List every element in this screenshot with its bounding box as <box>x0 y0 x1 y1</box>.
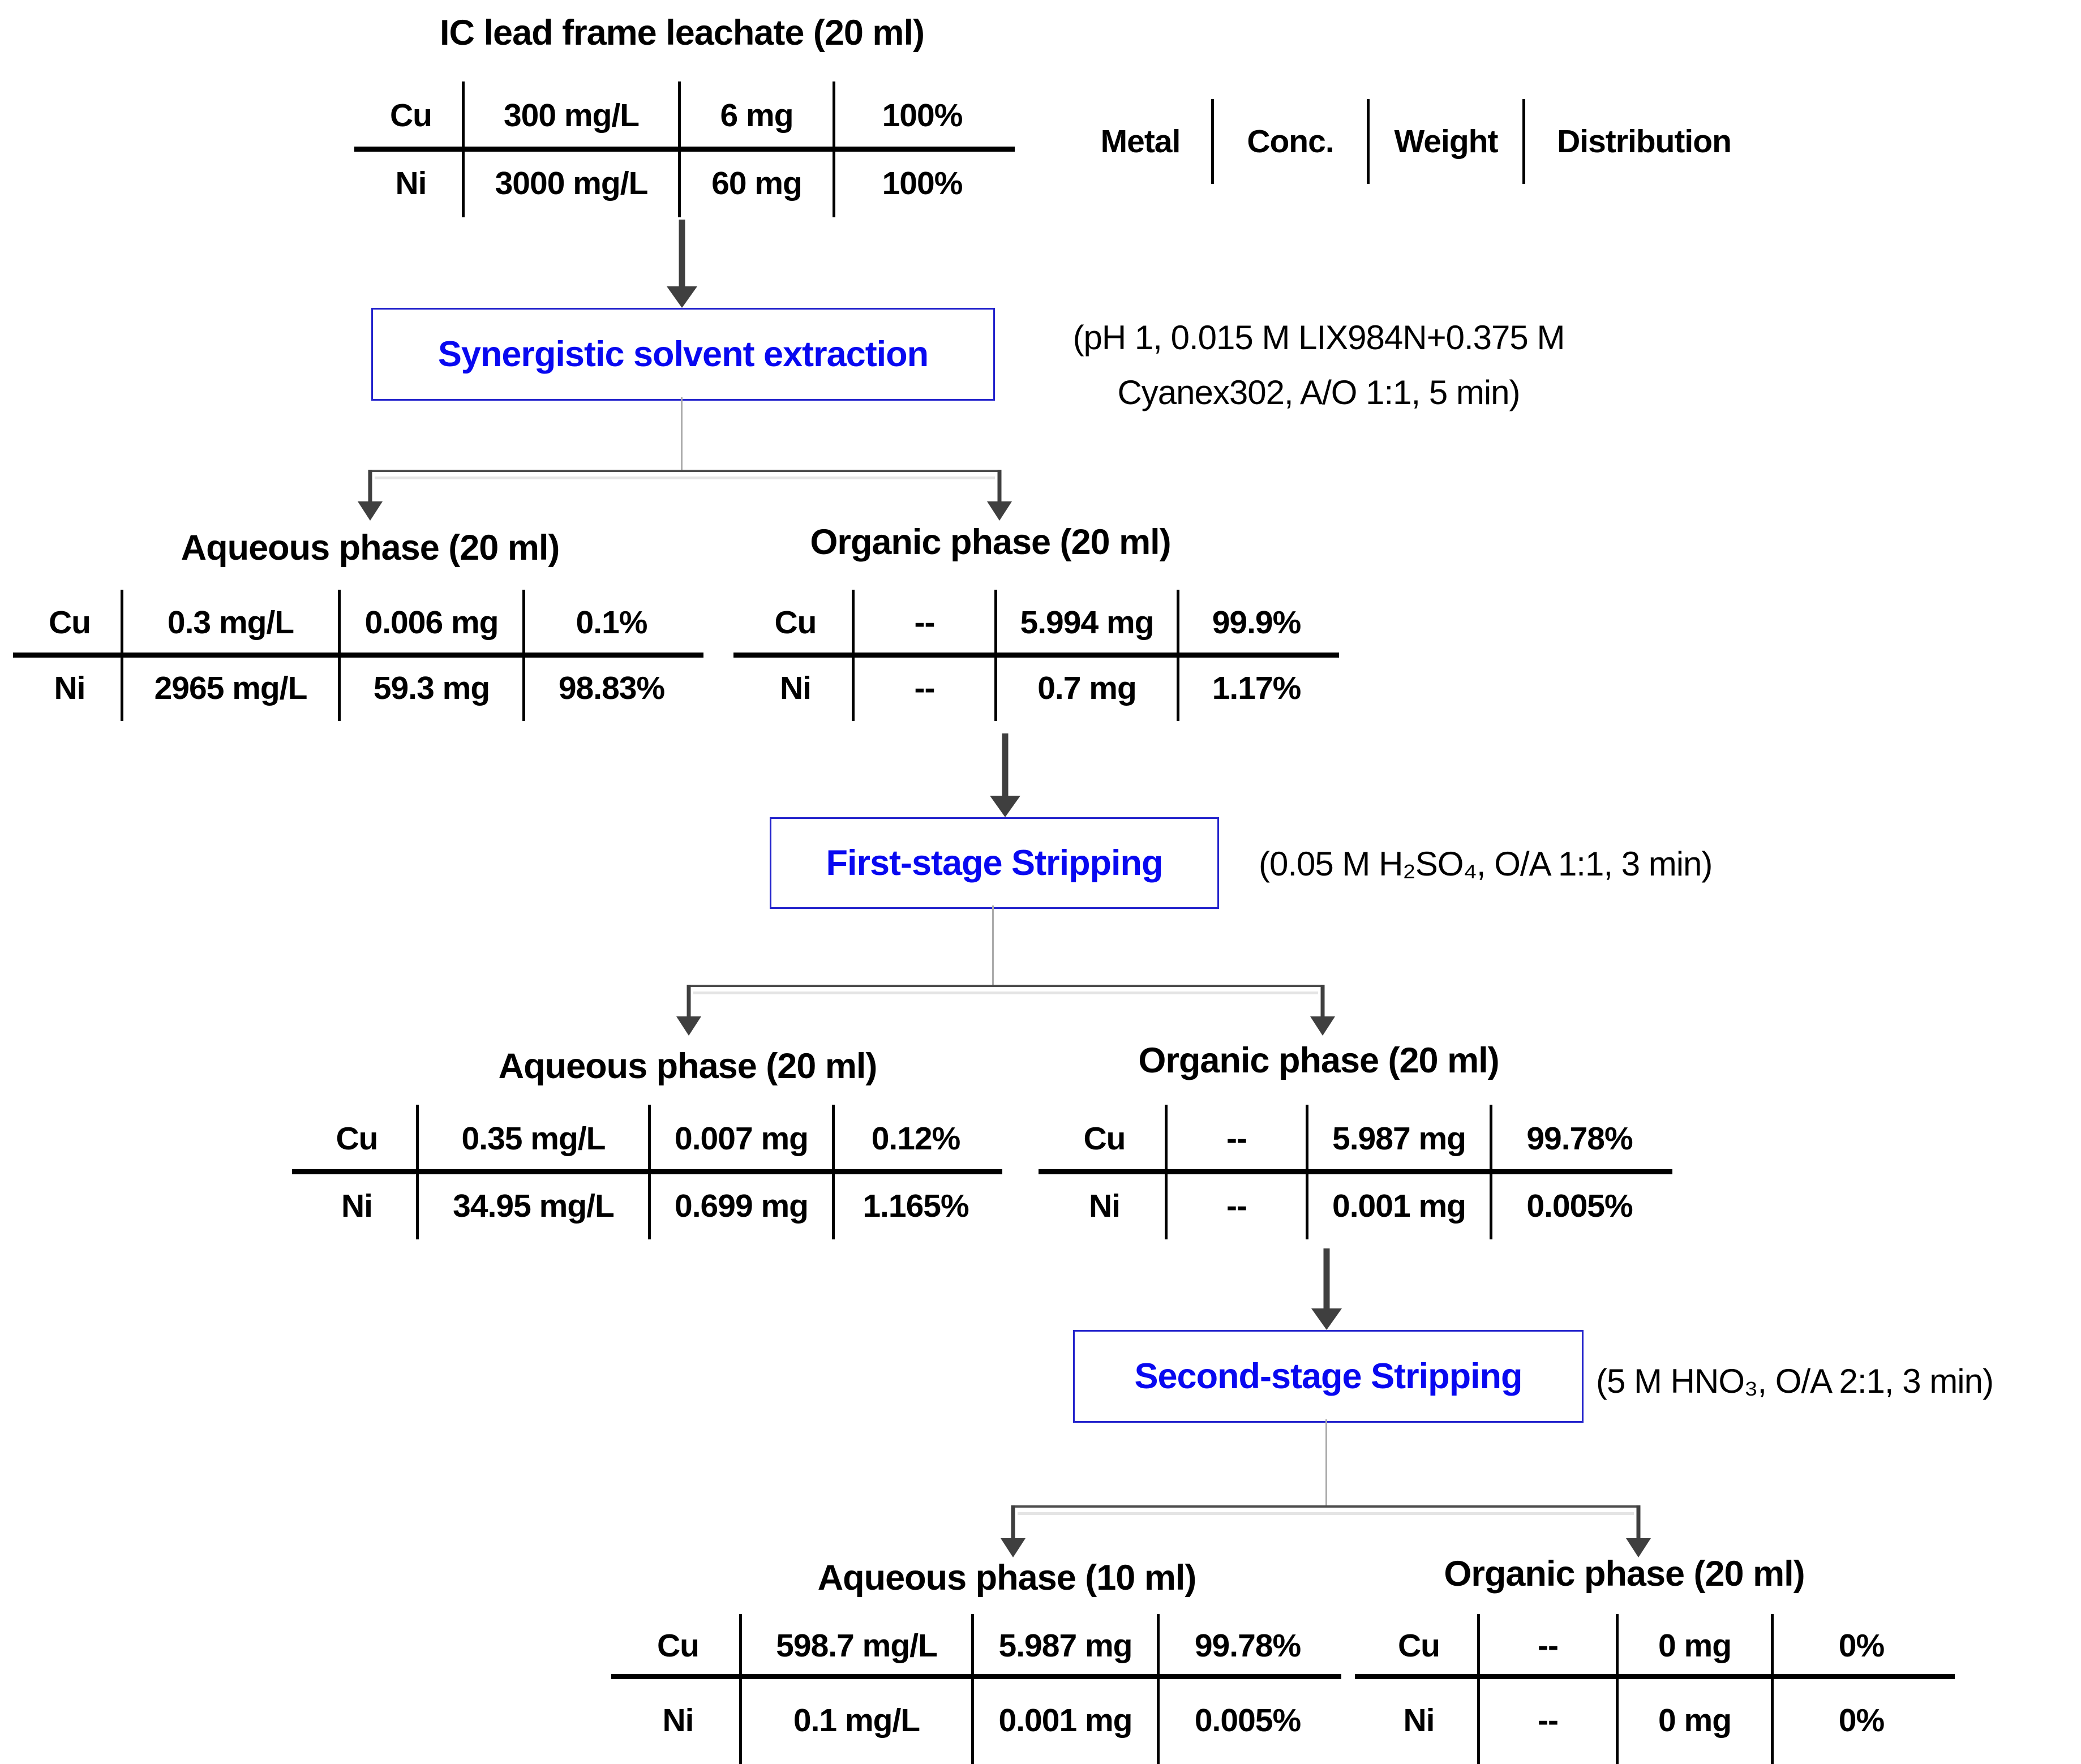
stage1-connector-stub <box>681 397 683 470</box>
table-cell: 100% <box>882 97 963 134</box>
stage1-branch-shadow <box>375 477 995 479</box>
stage1-process-label: Synergistic solvent extraction <box>437 334 929 374</box>
stage3-conditions: (5 M HNO₃, O/A 2:1, 3 min) <box>1596 1362 1993 1400</box>
stage3-aqueous-table <box>617 1614 1336 1764</box>
stage2-organic-title: Organic phase (20 ml) <box>1138 1041 1499 1080</box>
stage2-aqueous-title: Aqueous phase (20 ml) <box>498 1046 877 1086</box>
table-cell: Cu <box>298 1105 419 1172</box>
table-cell: -- <box>855 590 997 655</box>
stage2-organic-table <box>1044 1105 1667 1239</box>
table-cell: 598.7 mg/L <box>742 1614 974 1677</box>
stage2-process-box <box>770 817 1219 909</box>
stage1-conditions <box>1024 310 1613 420</box>
arrow-source-to-stage1-icon <box>667 220 697 308</box>
legend-conc: Conc. <box>1247 123 1334 160</box>
table-cell: 34.95 mg/L <box>419 1172 651 1239</box>
stage1-conditions-line1: (pH 1, 0.015 M LIX984N+0.375 M <box>1072 319 1565 357</box>
table-cell: Cu <box>1361 1614 1480 1677</box>
stage2-aqueous-table <box>298 1105 997 1239</box>
table-cell: 99.78% <box>1194 1627 1301 1664</box>
stage2-branch-shadow <box>693 992 1318 994</box>
metal-legend <box>1070 96 1763 187</box>
legend-weight: Weight <box>1394 123 1498 160</box>
table-cell: Cu <box>19 590 123 655</box>
table-cell: Cu <box>360 81 465 149</box>
table-cell: Ni <box>617 1677 742 1764</box>
table-cell: 0.006 mg <box>341 590 525 655</box>
table-cell: 0.1% <box>576 604 647 641</box>
source-title: IC lead frame leachate (20 ml) <box>440 13 924 53</box>
table-cell: -- <box>1480 1614 1619 1677</box>
table-cell: 300 mg/L <box>465 81 681 149</box>
table-cell: 2965 mg/L <box>123 655 341 721</box>
row-divider <box>354 147 1015 152</box>
table-cell: 1.165% <box>863 1187 969 1224</box>
stage1-organic-title: Organic phase (20 ml) <box>810 522 1171 562</box>
table-cell: -- <box>1480 1677 1619 1764</box>
table-cell: 0% <box>1838 1702 1885 1739</box>
stage3-branch-line <box>1013 1505 1638 1508</box>
table-cell: Ni <box>1361 1677 1480 1764</box>
table-cell: 0.001 mg <box>974 1677 1160 1764</box>
stage2-branch-line <box>689 985 1323 987</box>
table-cell: 100% <box>882 165 963 201</box>
table-cell: 3000 mg/L <box>465 149 681 217</box>
table-cell: Ni <box>1044 1172 1168 1239</box>
row-divider <box>292 1169 1002 1174</box>
stage2-process-label: First-stage Stripping <box>826 843 1163 883</box>
row-divider <box>1039 1169 1672 1174</box>
table-cell: Cu <box>1044 1105 1168 1172</box>
table-cell: 0.007 mg <box>651 1105 835 1172</box>
stage1-conditions-line2: Cyanex302, A/O 1:1, 5 min) <box>1117 374 1520 411</box>
table-cell: 98.83% <box>558 670 665 706</box>
arrow-stage1-to-organic-icon <box>987 470 1012 521</box>
table-cell: 6 mg <box>681 81 835 149</box>
row-divider <box>733 653 1339 658</box>
stage1-process-box <box>371 308 995 401</box>
arrow-organic1-to-stage2-icon <box>990 733 1020 817</box>
stage3-aqueous-title: Aqueous phase (10 ml) <box>817 1558 1196 1598</box>
stage1-aqueous-title: Aqueous phase (20 ml) <box>181 528 560 568</box>
table-cell: 59.3 mg <box>341 655 525 721</box>
table-cell: 99.9% <box>1212 604 1301 641</box>
table-cell: Cu <box>739 590 855 655</box>
stage2-connector-stub <box>992 905 994 985</box>
stage1-aqueous-table <box>19 590 698 721</box>
arrow-organic2-to-stage3-icon <box>1311 1248 1342 1330</box>
stage3-branch-shadow <box>1018 1512 1634 1515</box>
arrow-stage2-to-aqueous-icon <box>676 985 701 1036</box>
table-cell: 0.7 mg <box>997 655 1179 721</box>
table-cell: 0.1 mg/L <box>742 1677 974 1764</box>
stage3-organic-table <box>1361 1614 1949 1764</box>
table-cell: 99.78% <box>1526 1120 1633 1157</box>
table-cell: Ni <box>360 149 465 217</box>
stage2-conditions: (0.05 M H₂SO₄, O/A 1:1, 3 min) <box>1259 845 1713 883</box>
table-cell: 0.005% <box>1526 1187 1633 1224</box>
table-cell: 0% <box>1838 1627 1885 1664</box>
table-cell: 0 mg <box>1619 1614 1774 1677</box>
table-cell: 5.994 mg <box>997 590 1179 655</box>
legend-distribution: Distribution <box>1557 123 1731 160</box>
stage3-process-label: Second-stage Stripping <box>1134 1357 1522 1396</box>
arrow-stage2-to-organic-icon <box>1310 985 1335 1036</box>
stage3-connector-stub <box>1325 1419 1327 1505</box>
table-cell: Cu <box>617 1614 742 1677</box>
table-cell: 1.17% <box>1212 670 1301 706</box>
table-cell: 0.12% <box>871 1120 960 1157</box>
table-cell: 0 mg <box>1619 1677 1774 1764</box>
arrow-stage3-to-aqueous-icon <box>1001 1505 1026 1557</box>
table-cell: Ni <box>739 655 855 721</box>
table-cell: Ni <box>298 1172 419 1239</box>
table-cell: 5.987 mg <box>1308 1105 1492 1172</box>
row-divider <box>1355 1674 1955 1679</box>
table-cell: Ni <box>19 655 123 721</box>
source-table <box>360 81 1009 217</box>
row-divider <box>13 653 703 658</box>
table-cell: 0.699 mg <box>651 1172 835 1239</box>
table-cell: -- <box>1168 1105 1308 1172</box>
table-cell: 0.35 mg/L <box>419 1105 651 1172</box>
legend-metal: Metal <box>1100 123 1181 160</box>
stage1-organic-table <box>739 590 1333 721</box>
table-cell: 0.005% <box>1194 1702 1301 1739</box>
table-cell: 5.987 mg <box>974 1614 1160 1677</box>
table-cell: 0.001 mg <box>1308 1172 1492 1239</box>
arrow-stage3-to-organic-icon <box>1626 1505 1651 1557</box>
table-cell: 60 mg <box>681 149 835 217</box>
row-divider <box>611 1674 1341 1679</box>
table-cell: 0.3 mg/L <box>123 590 341 655</box>
table-cell: -- <box>1168 1172 1308 1239</box>
stage3-process-box <box>1073 1330 1584 1423</box>
table-cell: -- <box>855 655 997 721</box>
stage3-organic-title: Organic phase (20 ml) <box>1444 1554 1805 1594</box>
arrow-stage1-to-aqueous-icon <box>358 470 383 521</box>
stage1-branch-line <box>370 470 999 472</box>
